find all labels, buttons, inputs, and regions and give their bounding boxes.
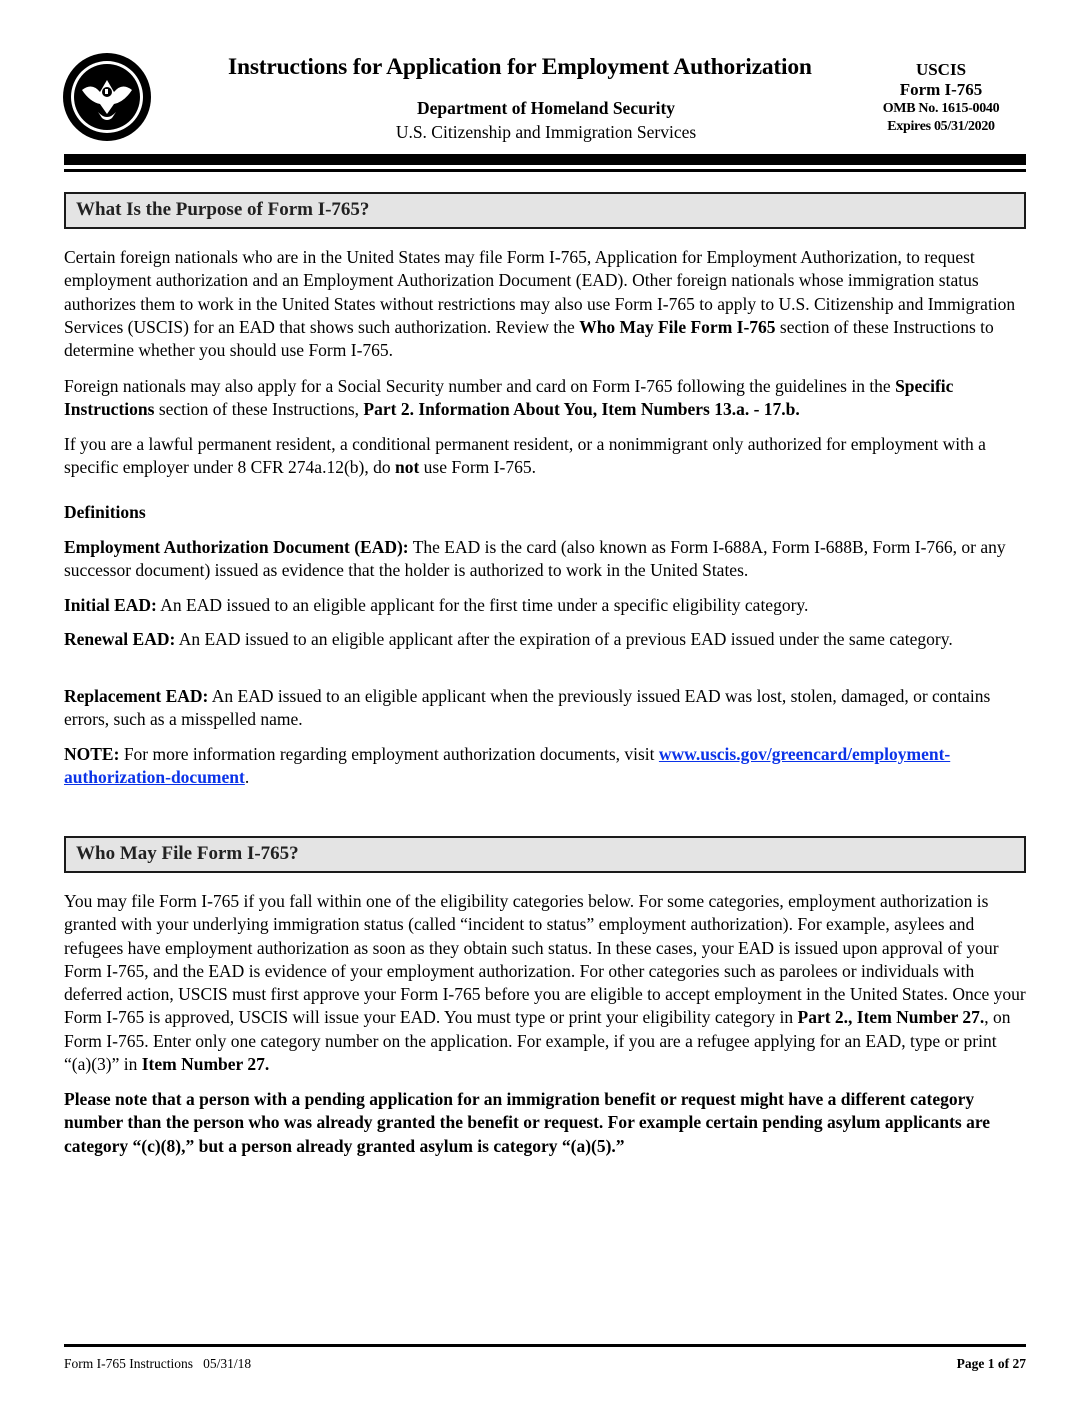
agency-short: USCIS	[915, 60, 967, 79]
agency-name: U.S. Citizenship and Immigration Services	[395, 122, 697, 142]
purpose-paragraph-2: Foreign nationals may also apply for a Social Security number and card on Form I-765 following the guidelines in the Specific Instructions section of these Instructions, Part 2. Information About You, Item Numbers 13.a. - 17.b.	[64, 376, 954, 420]
expiration-date: Expires 05/31/2020	[887, 119, 995, 134]
definition-initial-ead: Initial EAD: An EAD issued to an eligible applicant for the first time under a specific eligibility category.	[64, 595, 809, 615]
ead-info-link[interactable]: www.uscis.gov/greencard/employment-authorization-document	[64, 744, 951, 788]
header-divider-thick	[64, 154, 1026, 165]
definition-renewal-ead: Renewal EAD: An EAD issued to an eligible applicant after the expiration of a previous EAD issued under the same category.	[64, 629, 953, 649]
footer-form-info: Form I-765 Instructions 05/31/18	[64, 1356, 252, 1371]
page-number: Page 1 of 27	[956, 1356, 1026, 1371]
omb-number: OMB No. 1615-0040	[882, 101, 1000, 116]
definitions-heading: Definitions	[64, 502, 146, 522]
who-may-file-paragraph-2: Please note that a person with a pending application for an immigration benefit or request might have a different category number than the person who was already granted the benefit or request. For example certain pending asylum applicants are category “(c)(8),” but a person already granted asylum is category “(a)(5).”	[64, 1089, 991, 1156]
form-meta	[856, 60, 1026, 136]
section-heading-who-may-file: Who May File Form I-765?	[64, 836, 1026, 873]
footer-divider	[64, 1344, 1026, 1347]
definition-ead: Employment Authorization Document (EAD): The EAD is the card (also known as Form I-688A, Form I-688B, Form I-766, or any successor document) issued as evidence that the holder is authorized to work in the United States.	[64, 537, 1006, 581]
note-paragraph: NOTE: For more information regarding employment authorization documents, visit www.uscis.gov/greencard/employment-authorization-document.	[64, 744, 951, 788]
who-may-file-paragraph-1: You may file Form I-765 if you fall within one of the eligibility categories below. For some categories, employment authorization is granted with your underlying immigration status (called “incident to status” employment authorization). For example, asylees and refugees have employment authorization as soon as they obtain such status. In these cases, your EAD is issued upon approval of your Form I-765, and the EAD is evidence of your employment authorization. For other categories such as parolees or individuals with deferred action, USCIS must first approve your Form I-765 before you are eligible to accept employment in the United States. Once your Form I-765 is approved, USCIS will issue your EAD. You must type or print your eligibility category in Part 2., Item Number 27., on Form I-765. Enter only one category number on the application. For example, if you are a refugee applying for an EAD, type or print “(a)(3)” in Item Number 27.	[64, 891, 1026, 1075]
document-title: Instructions for Application for Employment Authorization	[228, 54, 812, 80]
purpose-paragraph-1: Certain foreign nationals who are in the United States may file Form I-765, Application for Employment Authorization, to request employment authorization and an Employment Authorization Document (EAD). Other foreign nationals whose immigration status authorizes them to work in the United States without restrictions may also use Form I-765 to apply to U.S. Citizenship and Immigration Services (USCIS) for an EAD that shows such authorization. Review the Who May File Form I-765 section of these Instructions to determine whether you should use Form I-765.	[64, 247, 1016, 361]
header-divider-thin	[64, 169, 1026, 172]
purpose-paragraph-3: If you are a lawful permanent resident, a conditional permanent resident, or a nonimmigrant only authorized for employment with a specific employer under 8 CFR 274a.12(b), do not use Form I-765.	[64, 434, 986, 478]
section-heading-purpose: What Is the Purpose of Form I-765?	[64, 192, 1026, 229]
form-number: Form I-765	[899, 80, 983, 99]
definition-replacement-ead: Replacement EAD: An EAD issued to an eligible applicant when the previously issued EAD was lost, stolen, damaged, or contains errors, such as a misspelled name.	[64, 686, 991, 730]
department-name: Department of Homeland Security	[416, 98, 676, 118]
